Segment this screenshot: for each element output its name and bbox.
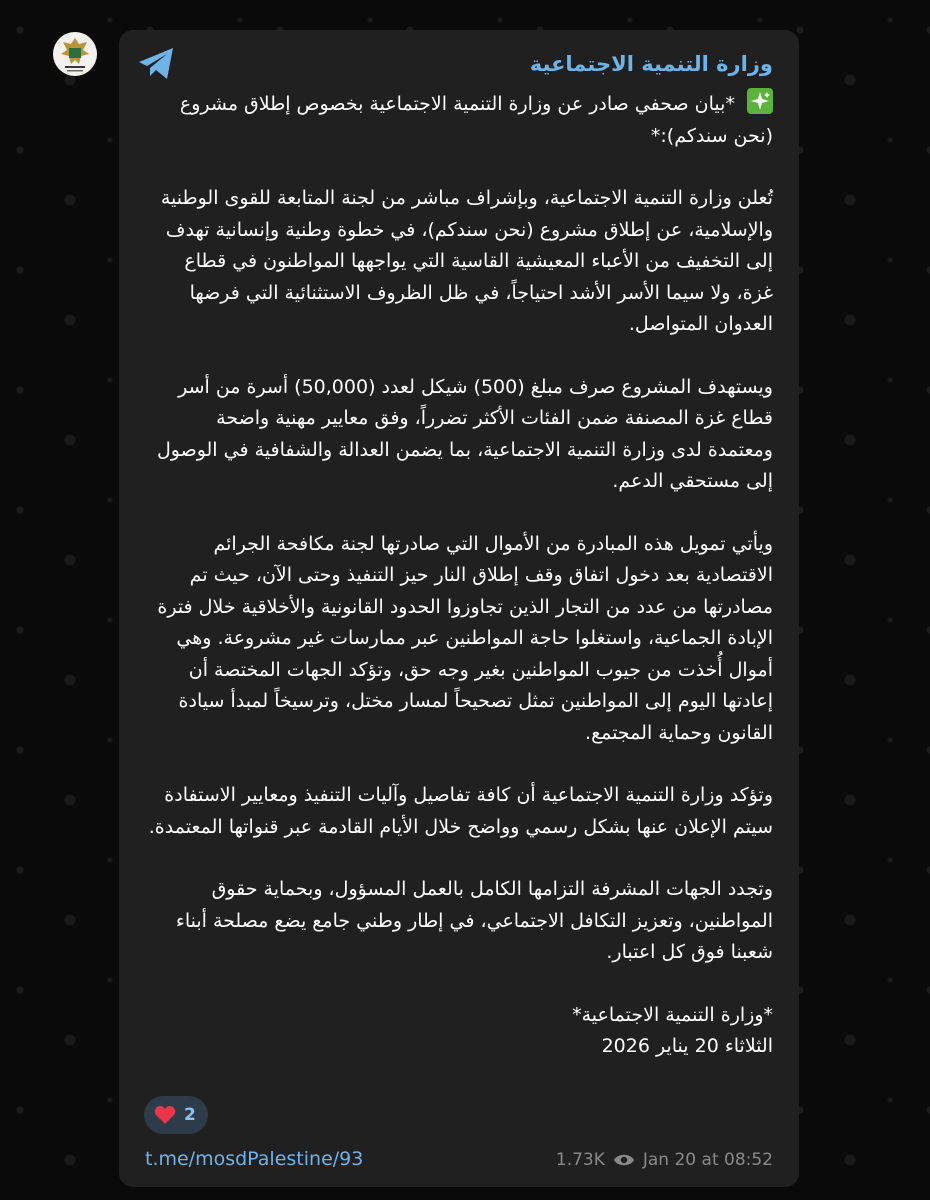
reaction-count: 2 bbox=[184, 1105, 196, 1125]
eye-icon bbox=[613, 1153, 635, 1167]
view-count: 1.73K bbox=[555, 1150, 605, 1170]
message-title: *بيان صحفي صادر عن وزارة التنمية الاجتماعية بخصوص إطلاق مشروع (نحن سندكم):* bbox=[179, 93, 773, 147]
timestamp: Jan 20 at 08:52 bbox=[642, 1150, 773, 1170]
paragraph-4: وتؤكد وزارة التنمية الاجتماعية أن كافة تفاصيل وآليات التنفيذ ومعايير الاستفادة سيتم الإعلان عنها بشكل رسمي وواضح خلال الأيام القادمة عبر قنواتها المعتمدة. bbox=[148, 784, 773, 838]
emblem-icon bbox=[57, 34, 93, 74]
signature: *وزارة التنمية الاجتماعية* bbox=[572, 1003, 773, 1026]
telegram-icon[interactable] bbox=[137, 46, 177, 82]
sparkles-icon bbox=[747, 88, 773, 114]
reaction-heart[interactable] bbox=[144, 1096, 208, 1134]
signature-block bbox=[145, 1000, 773, 1063]
heart-icon bbox=[154, 1105, 176, 1125]
channel-avatar[interactable] bbox=[53, 32, 97, 76]
date-line: الثلاثاء 20 يناير 2026 bbox=[601, 1035, 773, 1057]
message-title-line bbox=[145, 88, 773, 152]
channel-name[interactable]: وزارة التنمية الاجتماعية bbox=[529, 52, 773, 76]
paragraph-3: ويأتي تمويل هذه المبادرة من الأموال التي صادرتها لجنة مكافحة الجرائم الاقتصادية بعد دخول اتفاق وقف إطلاق النار حيز التنفيذ وحتى الآن، حيث تم مصادرتها من عدد من التجار الذين تجاوزوا الحدود القانونية والأخلاقية خلال فترة الإبادة الجماعية، واستغلوا حاجة المواطنين عبر ممارسات غير مشروعة. وهي أموال أُخذت من جيوب المواطنين بغير وجه حق، وتؤكد الجهات المختصة أن إعادتها اليوم إلى المواطنين تمثل تصحيحاً لمسار مختل، وترسيخاً لمبدأ سيادة القانون وحماية المجتمع. bbox=[157, 532, 773, 744]
message-meta bbox=[556, 1150, 773, 1170]
post-link[interactable]: t.me/mosdPalestine/93 bbox=[145, 1148, 364, 1170]
message-bubble bbox=[119, 30, 799, 1187]
paragraph-2: ويستهدف المشروع صرف مبلغ (500) شيكل لعدد (50,000) أسرة من أسر قطاع غزة المصنفة ضمن الفئات الأكثر تضرراً، وفق معايير مهنية واضحة ومعتمدة لدى وزارة التنمية الاجتماعية، بما يضمن العدالة والشفافية في الوصول إلى مستحقي الدعم. bbox=[156, 375, 773, 492]
paragraph-5: وتجدد الجهات المشرفة التزامها الكامل بالعمل المسؤول، وبحماية حقوق المواطنين، وتعزيز التكافل الاجتماعي، في إطار وطني جامع يضع مصلحة أبناء شعبنا فوق كل اعتبار. bbox=[175, 878, 773, 963]
paragraph-1: تُعلن وزارة التنمية الاجتماعية، وبإشراف مباشر من لجنة المتابعة للقوى الوطنية والإسلامية، عن إطلاق مشروع (نحن سندكم)، في خطوة وطنية وإنسانية تهدف إلى التخفيف من الأعباء المعيشية القاسية التي يواجهها المواطنون في قطاع غزة، ولا سيما الأسر الأشد احتياجاً، في ظل الظروف الاستثنائية التي فرضها العدوان المتواصل. bbox=[160, 187, 773, 335]
message-text bbox=[145, 88, 773, 1063]
